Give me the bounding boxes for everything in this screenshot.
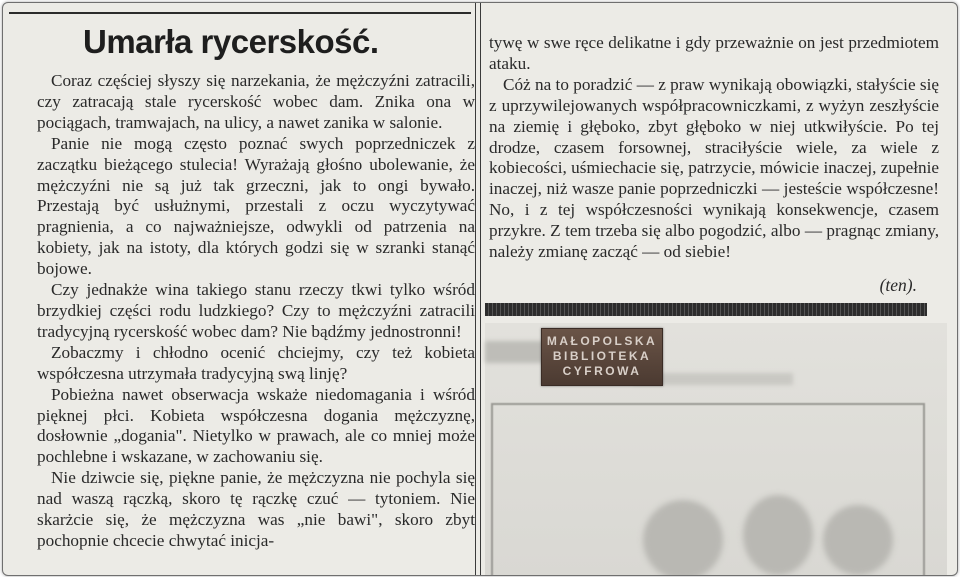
newspaper-page <box>2 2 958 576</box>
paragraph: Panie nie mogą często poznać swych poprzedniczek z zaczątku bieżącego stulecia! Wyrażają głośno ubolewanie, że mężczyźni nie są już tak grzeczni, jak to ongi bywało. Przestają być usłużnymi, przestali z oczu wyczytywać pragnienia, a co najważniejsze, odwykli od patrzenia na kobiety, jak na istoty, dla których godzi się w szranki stanąć bojowe. <box>37 133 475 279</box>
watermark-line: CYFROWA <box>562 364 642 378</box>
faded-illustration-frame <box>491 403 925 576</box>
faded-figure <box>643 500 723 576</box>
paragraph: Czy jednakże wina takiego stanu rzeczy tkwi tylko wśród brzydkiej części rodu ludzkiego? Czy to mężczyźni zatracili tradycyjną rycerskość wobec dam? Nie bądźmy jednostronni! <box>37 280 475 341</box>
paragraph: Pobieżna nawet obserwacja wskaże niedomagania i wśród pięknej płci. Kobieta współczesna dogania mężczyznę, dosłownie „dogania". Nietylko w prawach, ale co mniej może pochlebne i wskazane, w zachowaniu się. <box>37 384 475 467</box>
left-column <box>13 3 475 575</box>
faded-figure <box>743 495 813 575</box>
paragraph: Cóż na to poradzić — z praw wynikają obowiązki, stałyście się z uprzywilejowanych współpracowniczkami, z wyżyn zeszłyście na ziemię i głęboko, zbyt głęboko w niej utkwiłyście. Po tej drodze, czasem forsownej, straciłyście wiele, za wiele z kobiecości, uśmiechacie się, patrzycie, mówicie inaczej, zupełnie inaczej, niż wasze panie poprzedniczki — jesteście współczesne! No, i z tej współczesności wynikają konsekwencje, czasem przykre. Z tem trzeba się albo pogodzić, albo — pragnąc zmiany, należy zmianę zacząć — od siebie! <box>489 74 939 262</box>
watermark-line: BIBLIOTEKA <box>552 349 652 363</box>
paragraph: Zobaczmy i chłodno ocenić chciejmy, czy też kobieta współczesna utrzymała tradycyjną swą linję? <box>37 342 475 383</box>
faded-figure <box>823 505 893 575</box>
left-column-text <box>37 71 475 552</box>
paragraph: tywę w swe ręce delikatne i gdy przeważnie on jest przedmiotem ataku. <box>489 33 939 73</box>
watermark-line: MAŁOPOLSKA <box>546 334 658 348</box>
column-divider <box>475 3 481 575</box>
paragraph: Coraz częściej słyszy się narzekania, że mężczyźni zatracili, czy zatracają stale rycerskość wobec dam. Znika ona w pociągach, tramwajach, na ulicy, a nawet zanika w salonie. <box>37 71 475 132</box>
author-signature: (ten). <box>879 275 917 295</box>
paragraph: Nie dziwcie się, piękne panie, że mężczyzna nie pochyla się nad waszą rączką, skoro tę rączkę czuć — tytoniem. Nie skarżcie się, że mężczyzna was „nie bawi", skoro zbyt pochopnie chcecie chwytać inicja- <box>37 468 475 550</box>
section-rule <box>485 303 927 316</box>
right-column <box>485 3 947 575</box>
article-title: Umarła rycerskość. <box>83 23 379 60</box>
right-column-text <box>489 33 939 263</box>
library-watermark-logo <box>541 328 663 386</box>
